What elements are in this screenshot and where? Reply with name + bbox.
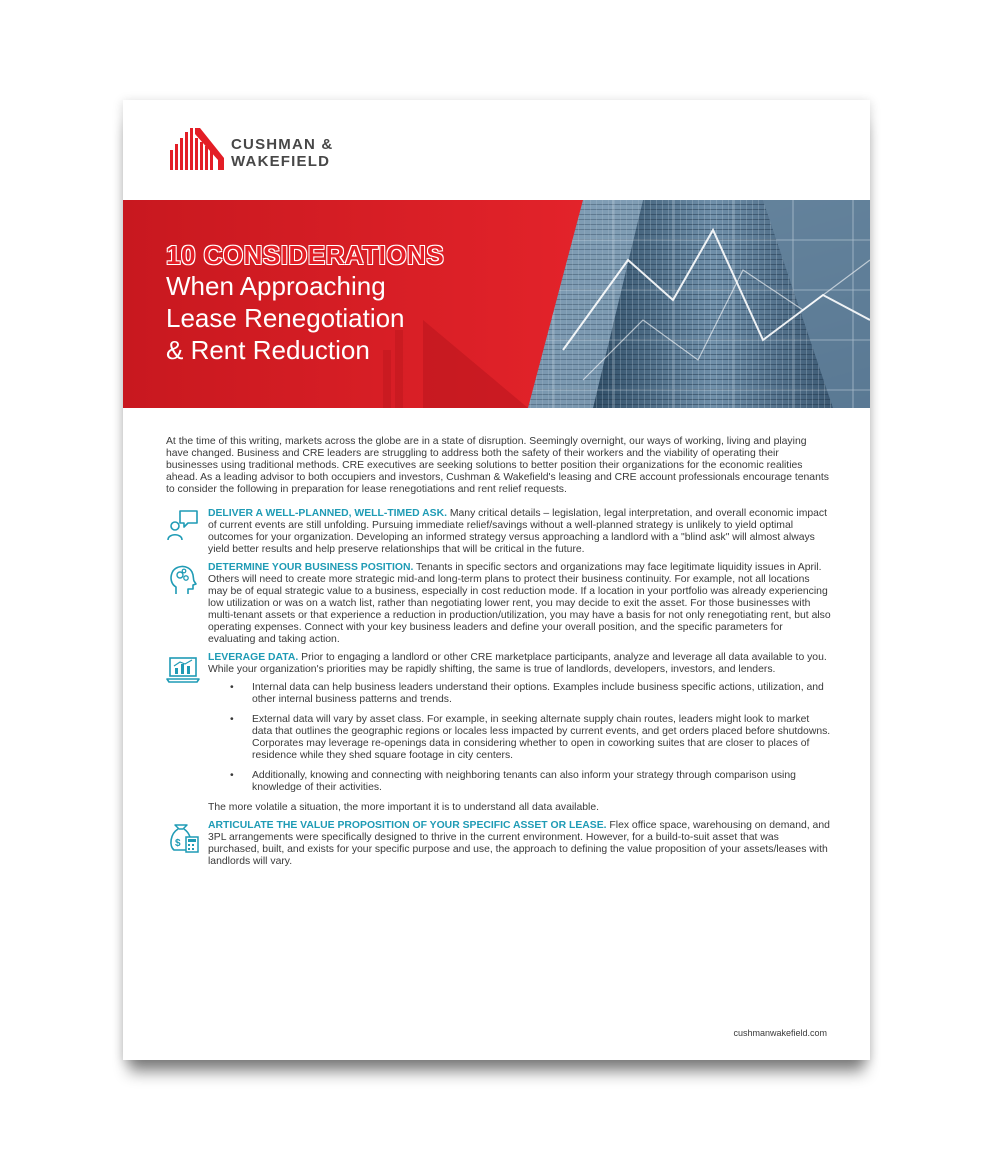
banner-headline-line1: When Approaching — [166, 271, 386, 301]
consideration-body-2: Tenants in specific sectors and organizations may face legitimate liquidity issues in April. Others will need to create more strategic mid-and long-term plans to protect their business continuity. For example, not all locations may be of equal strategic value to a business, especially in cost reduction mode. If a location in your portfolio was already experiencing low utilization or was on a watch list, rather than negotiating lower rent, you may decide to exit the asset. For those businesses with multi-tenant assets or that experience a reduction in production/utilization, you may have a basis for not only renegotiating rent, but also operating expenses. Connect with your key business leaders and define your overall position, and the specific parameters for evaluating and taking action. — [208, 562, 831, 645]
consideration-body-3: Prior to engaging a landlord or other CRE marketplace participants, analyze and leverage all data available to you. While your organization's priorities may be rapidly shifting, the same is true of landlords, developers, investors, and lenders. — [208, 652, 827, 675]
consideration-text-1 — [208, 508, 831, 556]
consideration-body-1: Many critical details – legislation, legal interpretation, and overall economic impact of current events are still unfolding. Pursuing immediate relief/savings without a well-planned strategy is unlikely to yield optimal outcomes for your organization. Developing an informed strategy versus approaching a landlord with a "blind ask" will almost always yield better results and help preserve relationships that will be critical in the future. — [208, 508, 827, 555]
consideration-tail-3: The more volatile a situation, the more important it is to understand all data available. — [208, 802, 600, 813]
intro-paragraph: At the time of this writing, markets across the globe are in a state of disruption. Seemingly overnight, our ways of working, living and playing have changed. Business and CRE leaders are struggling to address both the safety of their workers and the viability of operating their businesses using traditional methods. CRE executives are seeking solutions to better position their organizations for the economic realities ahead. As a leading advisor to both occupiers and investors, Cushman & Wakefield's leasing and CRE account professionals encourage tenants to consider the following in preparation for lease renegotiations and rent relief requests. — [166, 436, 829, 495]
consideration-lead-2: DETERMINE YOUR BUSINESS POSITION. — [208, 562, 414, 573]
banner-title — [166, 240, 444, 366]
consideration-text-3 — [208, 652, 831, 676]
money-bag-calculator-icon — [166, 820, 200, 854]
chat-person-icon — [166, 508, 200, 542]
document-body — [166, 436, 831, 874]
consideration-lead-3: LEVERAGE DATA. — [208, 652, 299, 663]
bullet-item: • Internal data can help business leaders understand their options. Examples include business specific actions, utilization, and other internal business patterns and trends. — [252, 682, 831, 706]
svg-text:$: $ — [175, 838, 181, 849]
bars-logo-icon — [170, 128, 226, 172]
data-bullet-list — [208, 682, 831, 794]
footer-url: cushmanwakefield.com — [733, 1028, 827, 1038]
consideration-item-4 — [166, 820, 831, 868]
banner-headline-line2: Lease Renegotiation — [166, 303, 405, 333]
consideration-text-4 — [208, 820, 831, 868]
brand-name-line1: CUSHMAN & — [231, 136, 334, 153]
bullet-item: • External data will vary by asset class. For example, in seeking alternate supply chain routes, leaders might look to market data that outlines the geographic regions or locales less impacted by current events, and get orders placed before shutdowns. Corporates may leverage re-openings data in considering whether to open in coworking suites that are closer to places of residence while they shed square footage in city centers. — [252, 714, 831, 762]
banner-headline-line3: & Rent Reduction — [166, 335, 370, 365]
laptop-chart-icon — [166, 652, 200, 686]
consideration-lead-1: DELIVER A WELL-PLANNED, WELL-TIMED ASK. — [208, 508, 447, 519]
consideration-item-3 — [166, 652, 831, 814]
consideration-body-4: Flex office space, warehousing on demand, and 3PL arrangements were specifically designed to thrive in the current environment. However, for a build-to-suit asset that was purchased, built, and exists for your specific purpose and use, the approach to defining the value proposition of your assets/leases with landlords will vary. — [208, 820, 830, 867]
consideration-item-2 — [166, 562, 831, 646]
consideration-item-1 — [166, 508, 831, 556]
consideration-text-2 — [208, 562, 831, 646]
cushman-wakefield-logo — [170, 128, 370, 172]
head-gears-icon — [166, 562, 200, 596]
consideration-lead-4: ARTICULATE THE VALUE PROPOSITION OF YOUR SPECIFIC ASSET OR LEASE. — [208, 820, 607, 831]
banner-kicker: 10 CONSIDERATIONS — [166, 240, 445, 270]
hero-banner — [123, 200, 870, 408]
document-page — [123, 100, 870, 1060]
brand-name-line2: WAKEFIELD — [231, 153, 331, 170]
bullet-item: • Additionally, knowing and connecting with neighboring tenants can also inform your strategy through comparison using knowledge of their activities. — [252, 770, 831, 794]
brand-name — [231, 136, 333, 170]
